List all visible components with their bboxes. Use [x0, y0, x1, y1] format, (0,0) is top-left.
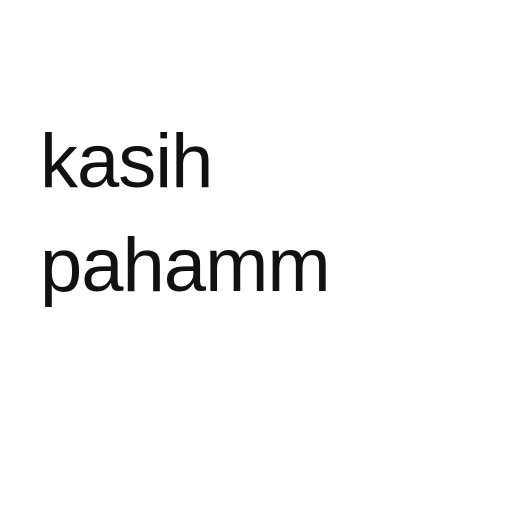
- text-block: [40, 110, 330, 318]
- text-line-2: pahamm: [40, 223, 330, 308]
- text-line-1: kasih: [40, 119, 213, 204]
